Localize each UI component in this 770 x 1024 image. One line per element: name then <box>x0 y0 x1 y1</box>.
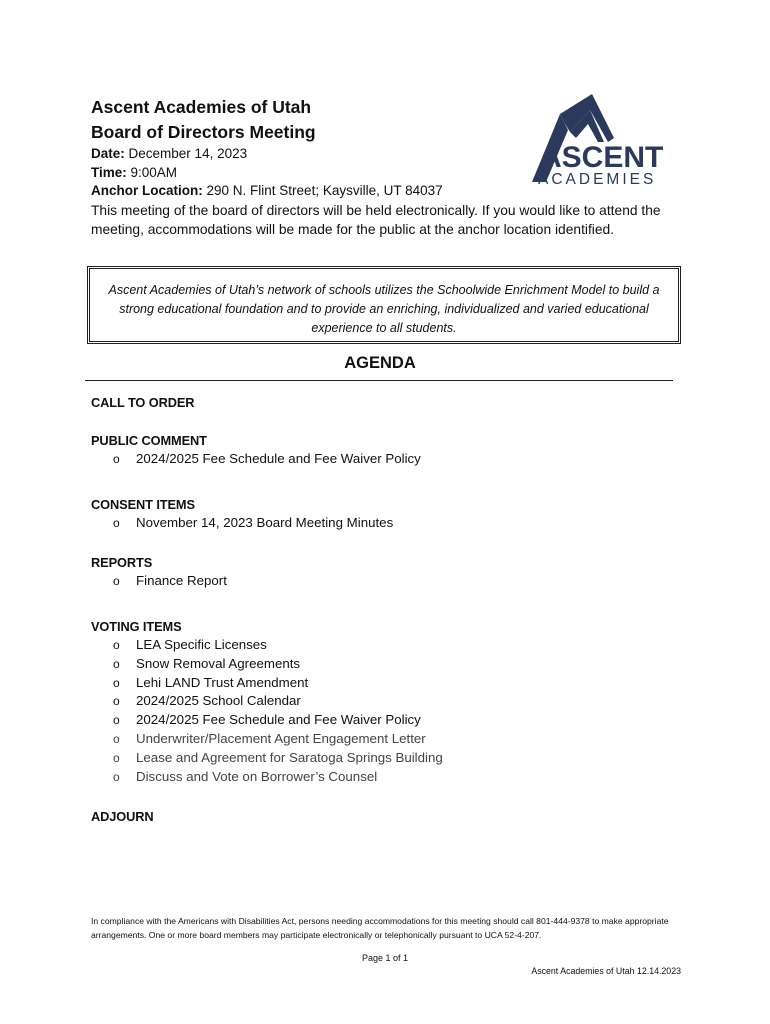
agenda-divider <box>85 380 673 381</box>
time-label: Time: <box>91 164 127 180</box>
bullet-icon: o <box>113 750 120 765</box>
list-item: o Underwriter/Placement Agent Engagement Letter <box>113 730 443 749</box>
bullet-icon: o <box>113 694 120 709</box>
section-call-to-order: CALL TO ORDER <box>91 395 195 410</box>
bullet-icon: o <box>113 656 120 671</box>
bullet-icon: o <box>113 452 120 466</box>
bullet-icon: o <box>113 731 120 746</box>
list-item: o Lehi LAND Trust Amendment <box>113 674 443 693</box>
ada-compliance-note: In compliance with the Americans with Disabilities Act, persons needing accommodations for this meeting should call 801-444-9378 to make appropriate arrangements. One or more board members may participate electronically or telephonically pursuant to UCA 52-4-207. <box>91 916 669 940</box>
list-item: o Lease and Agreement for Saratoga Springs Building <box>113 749 443 768</box>
section-public-comment: PUBLIC COMMENT <box>91 433 207 448</box>
reports-list <box>113 572 227 591</box>
meeting-intro: This meeting of the board of directors will be held electronically. If you would like to attend the meeting, accommodations will be made for the public at the anchor location identified. <box>91 203 661 237</box>
date-value: December 14, 2023 <box>128 146 248 161</box>
time-value: 9:00AM <box>130 164 178 180</box>
meeting-title: Board of Directors Meeting <box>91 122 316 142</box>
bullet-icon: o <box>113 713 120 728</box>
org-title: Ascent Academies of Utah <box>91 97 312 117</box>
section-adjourn: ADJOURN <box>91 809 154 824</box>
document-id: Ascent Academies of Utah 12.14.2023 <box>531 966 681 976</box>
page-number: Page 1 of 1 <box>361 953 409 963</box>
bullet-icon: o <box>113 516 120 530</box>
bullet-icon: o <box>113 769 120 784</box>
logo-wordmark-top: ASCENT <box>540 141 664 174</box>
list-item: o Discuss and Vote on Borrower’s Counsel <box>113 768 443 787</box>
list-item: o 2024/2025 Fee Schedule and Fee Waiver Policy <box>113 711 443 730</box>
bullet-icon: o <box>113 574 120 588</box>
agenda-title: AGENDA <box>344 354 416 372</box>
list-item: o 2024/2025 Fee Schedule and Fee Waiver Policy <box>113 450 421 469</box>
logo-wordmark-bottom: ACADEMIES <box>538 171 657 188</box>
section-consent-items: CONSENT ITEMS <box>91 497 195 512</box>
list-item: o LEA Specific Licenses <box>113 636 443 655</box>
section-voting-items: VOTING ITEMS <box>91 619 182 634</box>
list-item: o Snow Removal Agreements <box>113 655 443 674</box>
voting-items-list <box>113 636 443 786</box>
list-item: o Finance Report <box>113 572 227 591</box>
bullet-icon: o <box>113 638 120 652</box>
ascent-academies-logo <box>530 92 680 192</box>
location-label: Anchor Location: <box>91 183 203 198</box>
location-value: 290 N. Flint Street; Kaysville, UT 84037 <box>206 183 443 198</box>
list-item: o November 14, 2023 Board Meeting Minutes <box>113 514 393 533</box>
consent-items-list <box>113 514 393 533</box>
bullet-icon: o <box>113 675 120 690</box>
section-reports: REPORTS <box>91 555 153 570</box>
mission-statement: Ascent Academies of Utah’s network of schools utilizes the Schoolwide Enrichment Model to build a strong educational foundation and to provide an enriching, individualized and varied educational experience to all students. <box>87 266 681 344</box>
public-comment-list <box>113 450 421 469</box>
date-label: Date: <box>91 146 125 161</box>
list-item: o 2024/2025 School Calendar <box>113 692 443 711</box>
